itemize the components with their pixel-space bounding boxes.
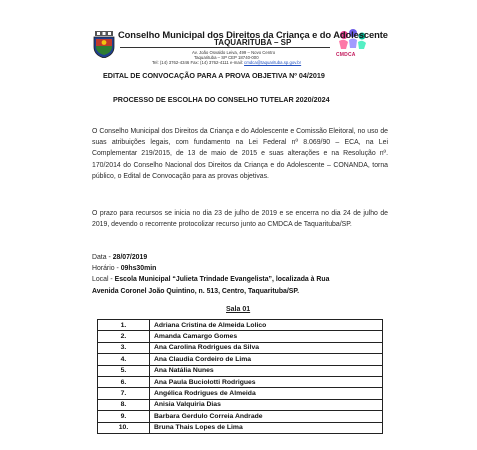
table-row [98,320,383,331]
date-value: 28/07/2019 [112,254,148,261]
local-label: Local - [92,276,115,283]
candidate-number: 8. [98,399,150,410]
candidate-number: 5. [98,365,150,376]
table-row [98,331,383,342]
table-row [98,388,383,399]
candidate-name: Barbara Gerdulo Correia Andrade [150,411,383,422]
exam-location [92,274,329,285]
address-line-2: Taquarituba – SP CEP 18740-000 [194,55,259,60]
exam-time [92,263,156,274]
table-row [98,342,383,353]
candidate-number: 4. [98,354,150,365]
candidate-name: Ana Claudia Cordeiro de Lima [150,354,383,365]
exam-location-cont [92,286,299,297]
candidate-name: Anisia Valquiria Dias [150,399,383,410]
exam-date [92,252,147,263]
candidate-number: 2. [98,331,150,342]
appeal-paragraph: O prazo para recursos se inicia no dia 23 de julho de 2019 e se encerra no dia 24 de julho de 2019, devendo o recorrente protocolizar recurso junto ao CMDCA de Taquarituba/SP. [92,210,388,229]
contact-line [152,60,301,65]
candidate-name: Angélica Rodrigues de Almeida [150,388,383,399]
date-label: Data - [92,254,113,261]
local-value-line1: Escola Municipal “Julieta Trindade Evangelista”, localizada à Rua [114,276,330,283]
document-title: EDITAL DE CONVOCAÇÃO PARA A PROVA OBJETIVA Nº 04/2019 [103,71,325,80]
table-row [98,354,383,365]
candidate-number: 7. [98,388,150,399]
table-row [98,365,383,376]
candidate-name: Ana Paula Buciolotti Rodrigues [150,376,383,387]
candidate-number: 1. [98,320,150,331]
candidate-name: Ana Natália Nunes [150,365,383,376]
contact-text: Tel: (14) 3762-4346 Fax: (14) 3762-4111 e-mail: [152,60,245,65]
candidate-name: Bruna Thais Lopes de Lima [150,422,383,433]
candidate-number: 6. [98,376,150,387]
header-divider [120,47,330,48]
cmdca-logo-text: CMDCA [336,52,356,58]
candidate-number: 10. [98,422,150,433]
candidate-number: 9. [98,411,150,422]
municipal-crest-icon [92,31,116,58]
table-row [98,411,383,422]
email-link[interactable]: cmdca@taquarituba.sp.gov.br [244,60,302,65]
table-row [98,422,383,433]
candidate-number: 3. [98,342,150,353]
org-name: Conselho Municipal dos Direitos da Criança e do Adolescente [118,29,388,40]
candidate-name: Ana Carolina Rodrigues da Silva [150,342,383,353]
local-value-line2: Avenida Coronel João Quintino, n. 513, Centro, Taquarituba/SP. [92,288,300,295]
table-row [98,399,383,410]
document-subtitle: PROCESSO DE ESCOLHA DO CONSELHO TUTELAR 2020/2024 [113,95,330,104]
address-line-1: Av. João Osvaldo Leiva, 499 – Novo Centro [192,50,276,55]
time-value: 09hs30min [120,265,157,272]
candidates-table [97,319,383,434]
time-label: Horário - [92,265,121,272]
intro-paragraph: O Conselho Municipal dos Direitos da Criança e do Adolescente e Comissão Eleitoral, no uso de suas atribuições legais, com fundamento na Lei Federal nº 8.069/90 – ECA, na Lei Complementar 219/2015, de 13 de maio de 2015 e suas alterações e na Resolução nº. 170/2014 do Conselho Nacional dos Direitos da Criança e do Adolescente – CONANDA, torna público, o Edital de Convocação para as provas objetivas. [92,128,388,180]
candidate-name: Adriana Cristina de Almeida Lolico [150,320,383,331]
table-row [98,376,383,387]
org-city: TAQUARITUBA – SP [214,38,292,47]
candidate-name: Amanda Camargo Gomes [150,331,383,342]
room-title: Sala 01 [226,306,251,313]
